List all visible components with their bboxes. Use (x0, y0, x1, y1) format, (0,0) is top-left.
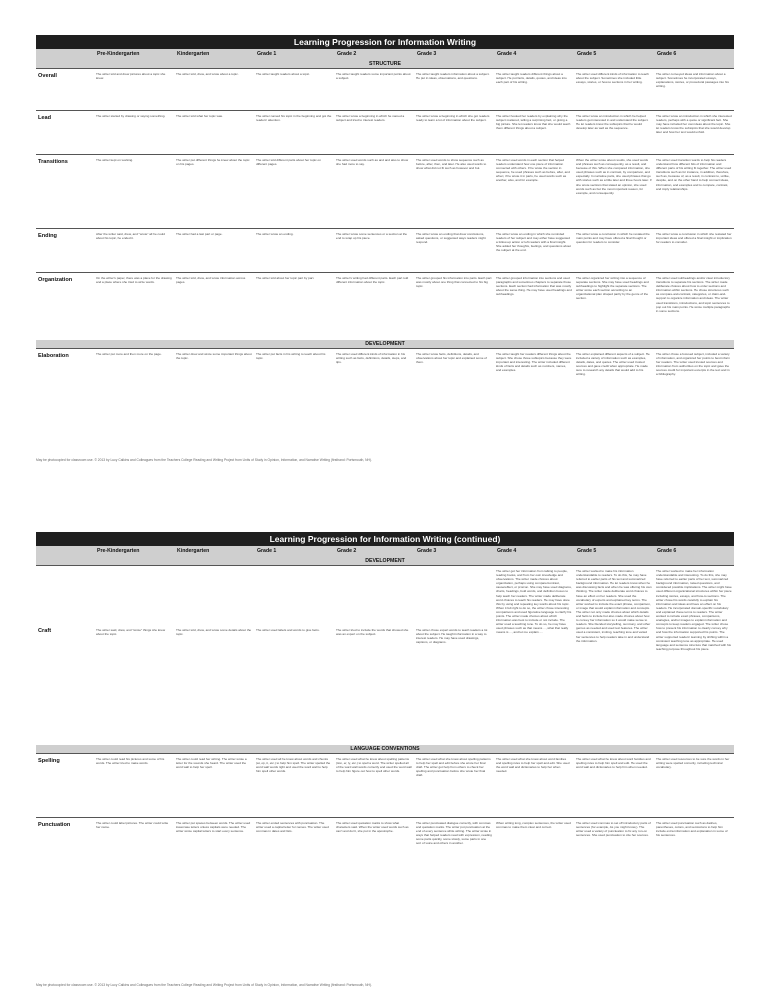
criteria-row-elaboration (36, 348, 734, 428)
table-cell: The writer worked to make her information understandable and interesting. To do this, she may have referred to earlier parts of her text, summarized background information, raised questions, and considered possible implications. The writer might have used different organizational structures within her piece including stories, essays, and how-to sections. The writer chose his words carefully to explain his information and ideas and have an effect on his readers. He incorporated domain-specific vocabulary and explained these terms to readers. The writer worked to include exact phrases, comparisons, analogies, and/or images to explain information and concepts to keep readers engaged. The writer chose how to present his information to clearly convey why and how the information supported his points. The writer supported readers' learning by shifting within a consistent teaching tone as appropriate. He used language and sentence structure that matched with his teaching purpose throughout his piece. (656, 569, 732, 651)
table-cell: The writer taught readers about a topic. (256, 72, 310, 76)
grade-header: Grade 6 (657, 548, 677, 554)
table-cell: The writer used words in each section that helped readers understand how one piece of information connected with others. If he wrote the section in sequence, he used phrases such as before, after, and when; if he wrote it in parts, he used words such as another, also, and for example. (496, 158, 570, 183)
table-cell: The writer used subheadings and/or clear introductory transitions to separate his sections. The writer made deliberate choices about how to order sections and information within sections. He chose structures such as compare-and-contrast, categories, or claim-and-support to organize information and ideas. The writer used transitions, introductions, and topic sentences to pop out his main points. He wrote multiple paragraphs in some sections. (656, 276, 730, 313)
page-one (36, 35, 734, 428)
table-cell: The writer wrote an ending that drew conclusions, asked questions, or suggested ways readers might respond. (416, 232, 486, 245)
grade-header: Grade 4 (497, 51, 517, 57)
row-label: Transitions (38, 159, 68, 165)
table-cell: The writer used quotation marks to show what characters said. When the writer used words such as can't and don't, she put in the apostrophe. (336, 821, 409, 834)
grade-header: Kindergarten (177, 548, 210, 554)
page-footer: May be photocopied for classroom use. © 2013 by Lucy Calkins and Colleagues from the Teachers College Reading and Writing Project from Units of Study in Opinion, Information, and Narrative Writing (firsthand: Portsmouth, NH). (36, 458, 372, 462)
table-cell: The writer told what her topic was. (176, 114, 223, 118)
grade-header: Grade 4 (497, 548, 517, 554)
table-cell: The writer had a last part or page. (176, 232, 223, 236)
table-cell: The writer could label pictures. The writer could write her name. (96, 821, 169, 830)
criteria-row-lead (36, 110, 734, 154)
table-cell: The writer organized her writing into a sequence of separate sections. She may have used headings and subheadings to highlight the separate sections. The writer wrote each section according to an organizational plan shaped partly by the genre of the section. (576, 276, 649, 301)
table-cell: The writer grouped information into sections and used paragraphs and sometimes chapters to separate those sections. Each section had information that was mostly about the same thing. He may have used headings and subheadings. (496, 276, 572, 297)
criteria-row-organization (36, 272, 734, 340)
page-title: Learning Progression for Information Writing (continued) (36, 532, 734, 546)
table-cell: The writer taught her readers different things about the subject. She chose those subtopics because they were important and interesting. The writer included different kinds of facts and details such as numbers, names, and examples. (496, 352, 572, 373)
table-cell: The writer wrote an ending. (256, 232, 294, 236)
table-cell: The writer chose a focused subject, included a variety of information, and organized her points to best inform her readers. The writer used trusted sources and information from authorities on the topic and gave the sources credit for important excerpts in the text and in a bibliography. (656, 352, 731, 377)
table-cell: The writer got her information from talking to people, reading books, and from her own knowledge and observations. The writer made choices about organization, perhaps using compare/contrast, cause/effect, or pro/con. She may have used diagrams, charts, headings, bold words, and definition boxes to help teach her readers. The writer made deliberate word choices to teach his readers. He may have done this by using and repeating key words about his topic. When it felt right to do so, the writer chose interesting comparisons and used figurative language to clarify his points. The writer made choices about which information was best to include or not include. The writer used a teaching tone. To do so, he may have used phrases such as that means ..., what that really means is ..., and let me explain .... (496, 569, 572, 635)
section-header-development: DEVELOPMENT (36, 340, 734, 348)
table-cell: The writer wrote a beginning in which he named a subject and tried to interest readers. (336, 114, 405, 123)
table-cell: The writer used commas to set off introductory parts of sentences (for example, As you might know,). The writer used a variety of punctuation to fix any run-on sentences. She used punctuation to cite her sources. (576, 821, 651, 838)
table-cell: The writer told and drew pictures about a topic she knew. (96, 72, 166, 81)
grade-header: Pre-Kindergarten (97, 51, 140, 57)
table-cell: The writer could read his pictures and some of his words. The writer tried to make words. (96, 757, 165, 766)
criteria-row-ending (36, 228, 734, 272)
table-cell: The writer conveyed ideas and information about a subject. Sometimes he incorporated essays, explanations, stories, or procedural passages into his writing. (656, 72, 729, 89)
table-cell: The writer wrote an introduction in which she interested readers, perhaps with a quote or significant fact. She may have included her own ideas about the topic. She let readers know the subtopics that she would develop later and how her text would unfold. (656, 114, 732, 135)
table-cell: The writer put spaces between words. The writer used lowercase letters unless capitals were needed. The writer wrote capital letters to start every sentence. (176, 821, 251, 834)
table-cell: The writer wrote an introduction in which he helped readers get interested in and understand the subject. He let readers know the subtopics that he would develop later as well as the sequence. (576, 114, 649, 131)
table-cell: The writer wrote facts, definitions, details, and observations about her topic and explained some of them. (416, 352, 487, 365)
table-cell: The writer used transition words to help his readers understand how different bits of information and different parts of his writing fit together. The writer used transitions such as for instance, in addition, therefore, such as, because of, as a result, in contrast to, unlike, despite, and on the other hand to help connect ideas, information, and examples and to compare, contrast, and imply relationships. (656, 158, 732, 191)
table-cell: The writer hooked her readers by explaining why the subject mattered, telling a surprising fact, or giving a big picture. She let readers know that she would teach them different things about a subject. (496, 114, 571, 131)
table-cell: The writer put different things he knew about the topic on his pages. (176, 158, 250, 167)
grade-header: Grade 3 (417, 51, 437, 57)
page-title: Learning Progression for Information Writing (36, 35, 734, 49)
table-cell: The writer grouped his information into parts. Each part was mostly about one thing that connected to his big topic. (416, 276, 492, 289)
table-cell: The writer tried to include the words that showed she was an expert on the subject. (336, 628, 409, 637)
table-cell: The writer used what he knew about word families and spelling rules to help him spell and edit. He used the word wall and dictionaries to help him when needed. (576, 757, 651, 770)
row-label: Ending (38, 233, 57, 239)
table-cell: The writer chose expert words to teach readers a lot about the subject. He taught information in a way to interest readers. He may have used drawings, captions, or diagrams. (416, 628, 488, 645)
table-cell: The writer wrote a conclusion in which she restated her important ideas and offered a final insight or implication for readers to consider. (656, 232, 732, 245)
section-header-language-conventions: LANGUAGE CONVENTIONS (36, 745, 734, 753)
grade-header-row (36, 49, 734, 60)
criteria-row-spelling (36, 753, 734, 817)
table-cell: The writer told, drew, and wrote some details about the topic. (176, 628, 252, 637)
table-cell: The writer told, drew, and wrote about a topic. (176, 72, 239, 76)
table-cell: The writer taught readers information about a subject. He put in ideas, observations, and questions. (416, 72, 490, 81)
table-cell: The writer told, drew, and wrote information across pages. (176, 276, 246, 285)
grade-header: Grade 6 (657, 51, 677, 57)
row-label: Spelling (38, 758, 60, 764)
grade-header: Grade 3 (417, 548, 437, 554)
table-cell: The writer used different kinds of information to teach about the subject. Sometimes she included little essays, stories, or how-to sections in her writing. (576, 72, 649, 85)
table-cell: The writer taught readers different things about a subject. He put facts, details, quotes, and ideas into each part of his writing. (496, 72, 567, 85)
table-cell: The writer used resources to be sure the words in her writing were spelled correctly, including technical vocabulary. (656, 757, 730, 770)
table-cell: The writer used words such as and and also to show she had more to say. (336, 158, 409, 167)
table-cell: The writer punctuated dialogue correctly, with commas and quotation marks. The writer put punctuation at the end of every sentence while writing. The writer wrote in ways that helped readers read with expression, reading some parts quickly, some slowly, some parts in one sort of voice and others in another. (416, 821, 492, 846)
table-cell: The writer said, drew, and "wrote" things she knew about the topic. (96, 628, 166, 637)
table-cell: The writer used what she knew about spelling patterns to help her spell and edit before she wrote her final draft. The writer got help from others to check her spelling and punctuation before she wrote her final draft. (416, 757, 491, 778)
grade-header: Grade 1 (257, 548, 277, 554)
table-cell: The writer taught readers some important points about a subject. (336, 72, 411, 81)
table-cell: After the writer said, drew, and "wrote" all he could about his topic, he ended it. (96, 232, 165, 241)
page-footer: May be photocopied for classroom use. © 2013 by Lucy Calkins and Colleagues from the Teachers College Reading and Writing Project from Units of Study in Opinion, Information, and Narrative Writing (firsthand: Portsmouth, NH). (36, 983, 372, 987)
row-label: Punctuation (38, 822, 71, 828)
grade-header: Grade 5 (577, 548, 597, 554)
grade-header: Kindergarten (177, 51, 210, 57)
grade-header: Grade 5 (577, 51, 597, 57)
section-header-development: DEVELOPMENT (36, 557, 734, 565)
grade-header: Grade 2 (337, 51, 357, 57)
table-cell: The writer told different parts about her topic on different pages. (256, 158, 321, 167)
table-cell: The writer kept on working. (96, 158, 134, 162)
grade-header: Pre-Kindergarten (97, 548, 140, 554)
table-cell: The writer wrote a conclusion in which he restated the main points and may have offered a final thought or question for readers to consider. (576, 232, 650, 245)
table-cell: The writer's writing had different parts. Each part told different information about the topic. (336, 276, 409, 285)
section-header-structure: STRUCTURE (36, 60, 734, 68)
corner-blank (36, 49, 94, 60)
table-cell: The writer used what he knew about spelling patterns (tion, er, ly, etc.) to spell a word. The writer spelled all of the word wall words correctly and used the word wall to help him figure out how to spell other words. (336, 757, 412, 774)
table-cell: The writer used words to show sequence such as before, after, then, and later. He also used words to show what did not fit such as however and but. (416, 158, 487, 171)
table-cell: The writer put more and then more on the page. (96, 352, 162, 356)
criteria-row-punctuation (36, 817, 734, 935)
row-label: Craft (38, 628, 52, 634)
table-cell: The writer wrote some sentences or a section at the end to wrap up his piece. (336, 232, 408, 241)
table-cell: The writer used what she knew about word families and spelling rules to help her spell and edit. She used the word wall and dictionaries to help her when needed. (496, 757, 570, 774)
criteria-row-craft (36, 565, 734, 745)
table-cell: When writing long, complex sentences, the writer used commas to make them clear and correct. (496, 821, 571, 830)
row-label: Overall (38, 73, 57, 79)
grade-header-row (36, 546, 734, 557)
table-cell: The writer worked to make his information understandable to readers. To do this, he may have referred to earlier parts of his text and summarized background information. He let readers know when he was discussing facts and when he was offering his own thinking. The writer made deliberate word choices to have an effect on her readers. She used the vocabulary of experts and explained key terms. The writer worked to include the exact phrase, comparison, or image that would explain information and concepts. The writer not only made choices about which details and facts to include but also made choices about how to convey her information so it would make sense to readers. She blended storytelling, summary, and other genres as needed and used text features. The writer used a consistent, inviting, teaching tone and varied her sentences to help readers take in and understand the information. (576, 569, 652, 643)
table-cell: The writer could read her writing. The writer wrote a letter for the sounds she heard. The writer used the word wall to help her spell. (176, 757, 247, 770)
table-cell: The writer used labels and words to give facts. (256, 628, 320, 632)
table-cell: The writer used punctuation such as dashes, parentheses, colons, and semicolons to help him include extra information and explanation in some of his sentences. (656, 821, 728, 838)
page-two (36, 532, 734, 935)
table-cell: The writer drew and wrote some important things about the topic. (176, 352, 252, 361)
table-cell: The writer ended sentences with punctuation. The writer used a capital letter for names. The writer used commas in dates and lists. (256, 821, 329, 834)
grade-header: Grade 2 (337, 548, 357, 554)
table-cell: When the writer wrote about results, she used words and phrases such as consequently, as a result, and because of this. When she compared information, she used phrases such as in contrast, by comparison, and especially. In narrative parts, she used phrases that go with stories such as a little later and three hours later. If she wrote sections that stated an opinion, she used words such as but the most important reason, for example, and consequently. (576, 158, 652, 195)
criteria-row-transitions (36, 154, 734, 228)
row-label: Elaboration (38, 353, 69, 359)
table-cell: The writer used all he knew about words and chunks (at, op, it, etc.) to help him spell. The writer spelled the word wall words right and used the word wall to help him spell other words. (256, 757, 331, 774)
criteria-row-overall (36, 68, 734, 110)
table-cell: The writer named his topic in the beginning and got the readers' attention. (256, 114, 332, 123)
table-cell: The writer wrote a beginning in which she got readers ready to learn a lot of information about the subject. (416, 114, 490, 123)
table-cell: The writer told about her topic part by part. (256, 276, 315, 280)
table-cell: The writer used different kinds of information in his writing such as facts, definitions, details, steps, and tips. (336, 352, 407, 365)
table-cell: On the writer's paper, there was a place for the drawing and a place where she tried to write words. (96, 276, 172, 285)
row-label: Lead (38, 115, 52, 121)
table-cell: The writer explained different aspects of a subject. He included a variety of information such as examples, details, dates, and quotes. The writer used trusted sources and gave credit when appropriate. He made sure to research any details that would add to his writing. (576, 352, 650, 377)
grade-header: Grade 1 (257, 51, 277, 57)
corner-blank (36, 546, 94, 557)
row-label: Organization (38, 277, 73, 283)
table-cell: The writer started by drawing or saying something. (96, 114, 166, 118)
table-cell: The writer wrote an ending in which she reminded readers of her subject and may either have suggested a follow-up action or left readers with a final insight. She added her thoughts, feelings, and questions about the subject at the end. (496, 232, 571, 253)
table-cell: The writer put facts in his writing to teach about his topic. (256, 352, 326, 361)
